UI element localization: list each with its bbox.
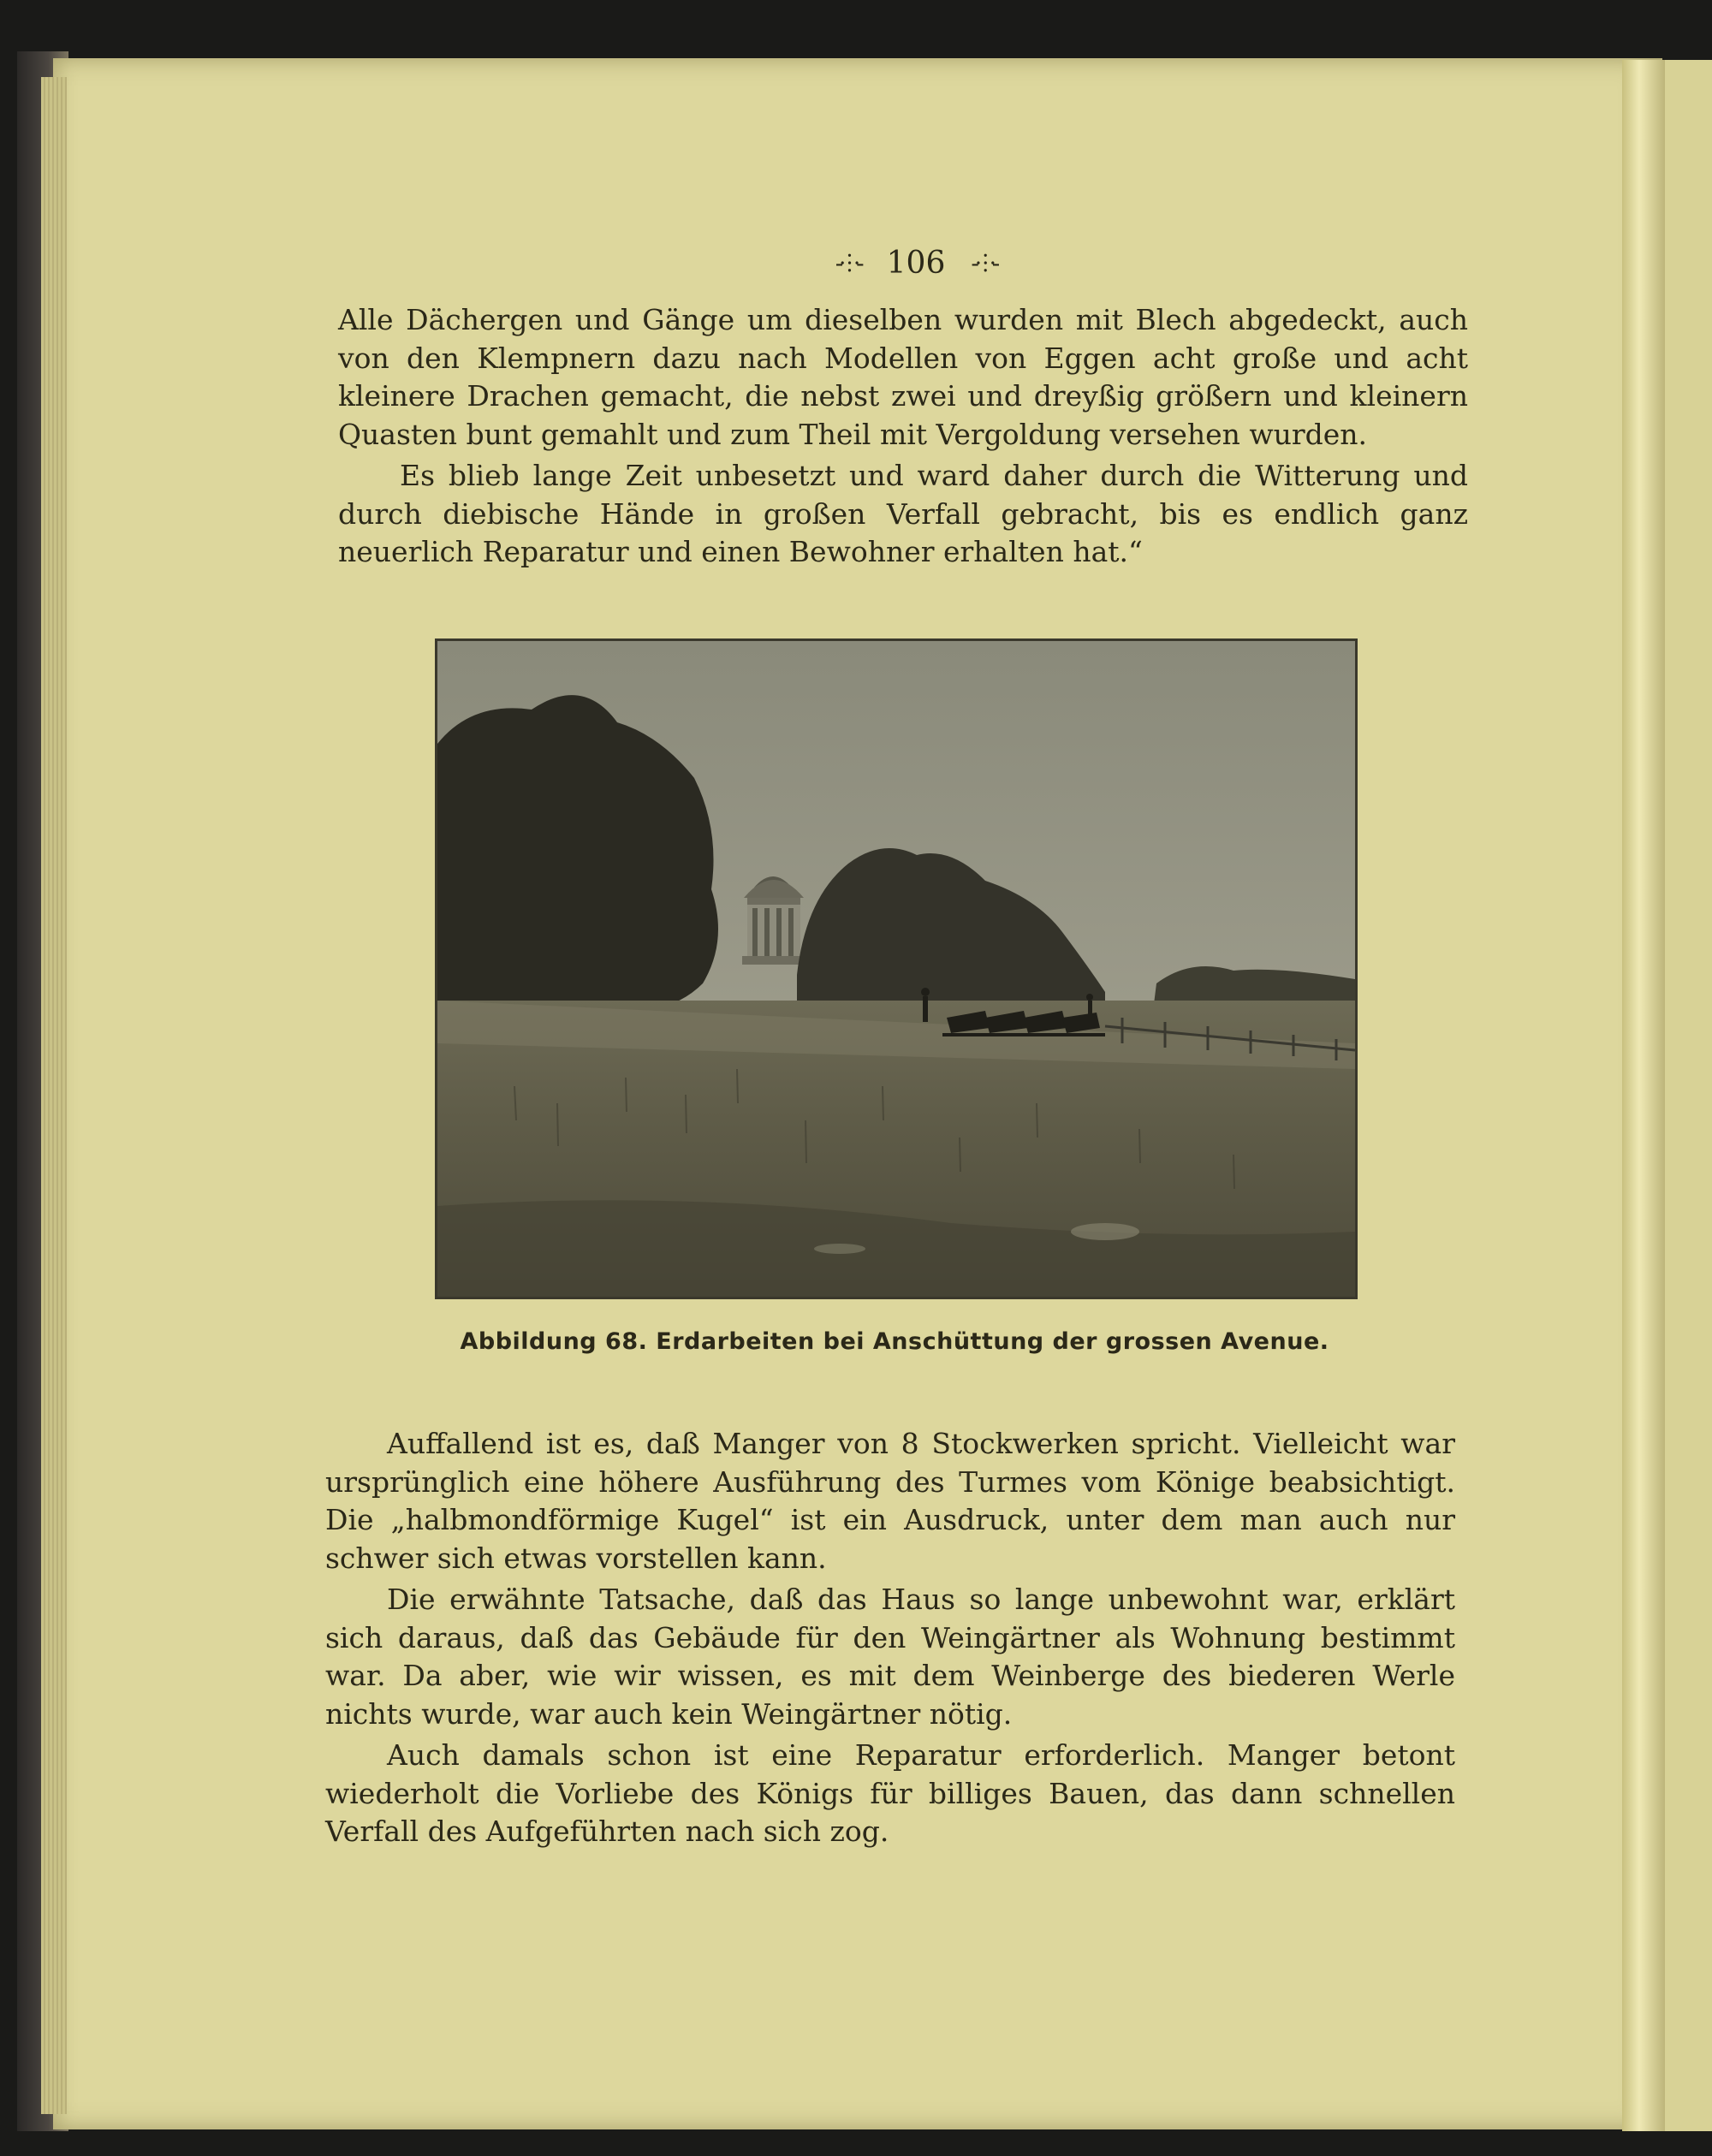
ornament-left-icon: -⸭- (835, 249, 861, 277)
bottom-text-block (325, 1425, 1455, 1851)
figure-photograph (435, 638, 1358, 1299)
figure-caption: Abbildung 68. Erdarbeiten bei Anschüttung der grossen Avenue. (460, 1328, 1329, 1355)
book-gutter (1622, 60, 1665, 2131)
page-header (796, 241, 1036, 284)
top-text-block (338, 301, 1468, 572)
page-stack-edge (41, 77, 67, 2114)
paragraph: Auch damals schon ist eine Reparatur erforderlich. Manger betont wiederholt die Vorliebe des Königs für billiges Bauen, das dann schnellen Verfall des Aufgeführten nach sich zog. (325, 1738, 1455, 1848)
paragraph: Es blieb lange Zeit unbesetzt und ward daher durch die Witterung und durch diebische Hände in großen Verfall gebracht, bis es endlich ganz neuerlich Reparatur und einen Bewohner erhalten hat.“ (338, 459, 1468, 568)
page-number: 106 (886, 245, 946, 281)
photo-scene (437, 641, 1355, 1297)
paragraph: Auffallend ist es, daß Manger von 8 Stockwerken spricht. Vielleicht war ursprünglich eine höhere Ausführung des Turmes vom Könige beabsichtigt. Die „halbmondförmige Kugel“ ist ein Ausdruck, unter dem man auch nur schwer sich etwas vorstellen kann. (325, 1427, 1455, 1575)
ornament-right-icon: -⸭- (971, 249, 997, 277)
facing-page-edge (1665, 60, 1712, 2131)
paragraph: Die erwähnte Tatsache, daß das Haus so lange unbewohnt war, erklärt sich daraus, daß das Gebäude für den Weingärtner als Wohnung bestimmt war. Da aber, wie wir wissen, es mit dem Weinberge des biederen Werle nichts wurde, war auch kein Weingärtner nötig. (325, 1583, 1455, 1731)
paragraph: Alle Dächergen und Gänge um dieselben wurden mit Blech abgedeckt, auch von den Klempnern dazu nach Modellen von Eggen acht große und acht kleinere Drachen gemacht, die nebst zwei und dreyßig größern und kleinern Quasten bunt gemahlt und zum Theil mit Vergoldung versehen wurden. (338, 303, 1468, 451)
